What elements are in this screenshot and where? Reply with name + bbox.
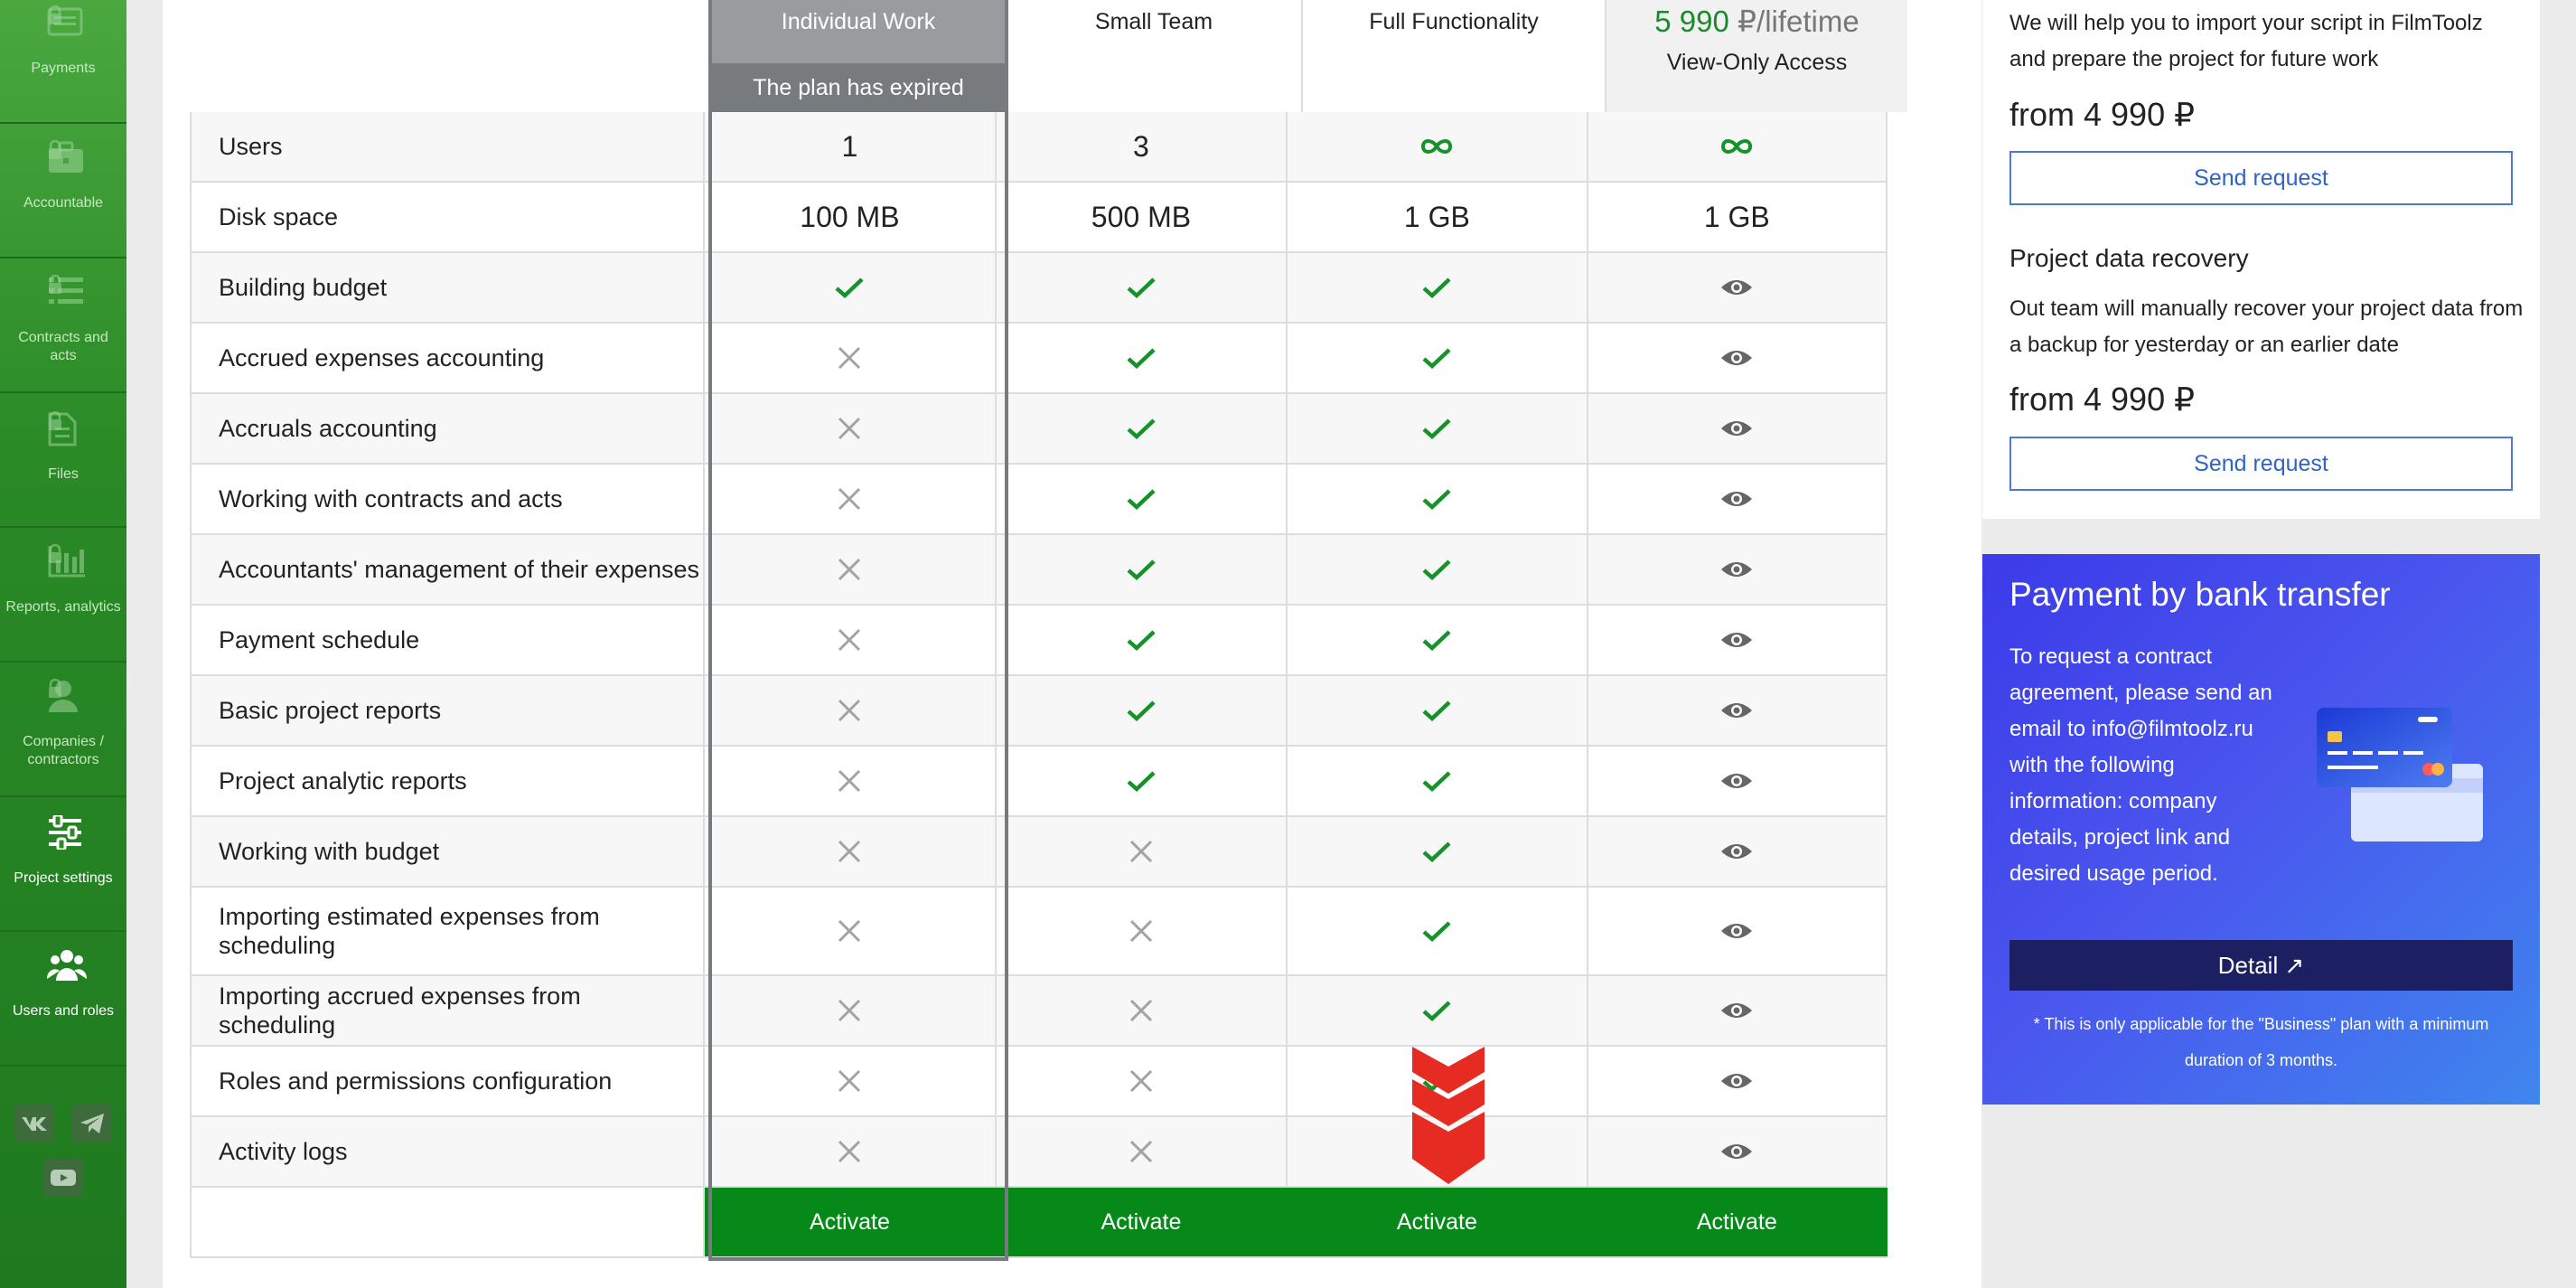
sidebar-item-users-roles[interactable]	[0, 934, 126, 1067]
table-cell	[997, 888, 1288, 974]
table-cell	[1288, 183, 1588, 251]
cross-icon	[1129, 998, 1154, 1023]
price-currency: ₽	[1738, 5, 1757, 38]
table-cell	[705, 465, 997, 533]
feature-label: Importing estimated expenses from scheduling	[190, 888, 705, 974]
lock-icon	[47, 5, 63, 25]
cross-icon	[837, 345, 862, 371]
check-icon	[1421, 699, 1452, 722]
table-row	[190, 817, 1888, 888]
infinity-icon	[1719, 137, 1754, 155]
check-icon	[1126, 699, 1157, 722]
table-cell	[1288, 976, 1588, 1045]
sidebar-item-files[interactable]	[0, 395, 126, 528]
eye-icon	[1719, 841, 1754, 862]
plan-name: Small Team	[1094, 9, 1213, 34]
cross-icon	[837, 839, 862, 864]
cross-icon	[837, 1139, 862, 1164]
sidebar-item-label: Project settings	[14, 870, 113, 886]
table-cell	[997, 112, 1288, 181]
table-cell	[1288, 465, 1588, 533]
table-cell	[1588, 1117, 1888, 1186]
users-icon	[47, 948, 87, 982]
table-cell	[1588, 112, 1888, 181]
bank-transfer-card	[1982, 554, 2540, 1105]
sidebar-item-label: Accountable	[23, 195, 104, 211]
table-cell	[1588, 606, 1888, 674]
table-row	[190, 394, 1888, 465]
table-cell	[997, 817, 1288, 886]
feature-label: Working with budget	[190, 817, 705, 886]
import-description: We will help you to import your script in FilmToolz and prepare the project for future work	[2009, 11, 2483, 71]
feature-label: Building budget	[190, 253, 705, 322]
table-row	[190, 888, 1888, 976]
table-cell	[1588, 888, 1888, 974]
check-icon	[1421, 276, 1452, 299]
import-price: from 4 990 ₽	[2009, 96, 2195, 133]
table-cell	[705, 606, 997, 674]
cross-icon	[837, 998, 862, 1023]
table-cell	[705, 112, 997, 181]
table-cell	[1288, 747, 1588, 815]
table-cell	[1288, 112, 1588, 181]
empty-cell	[190, 1188, 705, 1256]
check-icon	[1126, 346, 1157, 370]
cross-icon	[837, 557, 862, 582]
feature-label: Accruals accounting	[190, 394, 705, 463]
bank-description: To request a contract agreement, please send an email to info@filmtoolz.ru with the following information: company details, project link and desired usage period.	[2009, 644, 2272, 886]
price-value: 5 990	[1654, 5, 1729, 38]
table-cell	[1288, 324, 1588, 392]
check-icon	[1421, 840, 1452, 863]
table-cell	[705, 1117, 997, 1186]
eye-icon	[1719, 700, 1754, 721]
cell-value: 1 GB	[1703, 200, 1770, 233]
table-cell	[1588, 747, 1888, 815]
lock-icon	[47, 679, 63, 699]
eye-icon	[1719, 347, 1754, 369]
check-icon	[1126, 558, 1157, 581]
check-icon	[1126, 769, 1157, 793]
check-icon	[1126, 487, 1157, 511]
sidebar-item-label: Companies / contractors	[23, 734, 104, 767]
table-cell	[997, 253, 1288, 322]
plan-header-small-team	[1007, 0, 1301, 112]
sidebar-item-reports[interactable]	[0, 530, 126, 663]
eye-icon	[1719, 1000, 1754, 1021]
plan-price	[1606, 0, 1907, 39]
table-cell	[1588, 324, 1888, 392]
cross-icon	[837, 1068, 862, 1094]
services-card	[1982, 0, 2540, 519]
eye-icon	[1719, 488, 1754, 510]
table-cell	[997, 324, 1288, 392]
cross-icon	[837, 627, 862, 653]
table-cell	[1288, 535, 1588, 604]
plan-name: Individual Work	[781, 9, 936, 34]
table-cell	[1588, 535, 1888, 604]
table-cell	[705, 747, 997, 815]
activate-button[interactable]: Activate	[997, 1188, 1288, 1256]
feature-label: Accrued expenses accounting	[190, 324, 705, 392]
detail-button[interactable]: Detail ↗	[2009, 940, 2513, 991]
table-row	[190, 976, 1888, 1047]
feature-label: Roles and permissions configuration	[190, 1047, 705, 1115]
table-row	[190, 1117, 1888, 1188]
table-row	[190, 747, 1888, 817]
plan-header-individual	[710, 0, 1007, 112]
table-cell	[705, 817, 997, 886]
vk-icon[interactable]	[14, 1105, 54, 1142]
sidebar	[0, 0, 126, 1288]
send-request-button[interactable]: Send request	[2009, 437, 2513, 491]
check-icon	[834, 276, 865, 299]
table-cell	[705, 253, 997, 322]
table-cell	[997, 535, 1288, 604]
cell-value: 3	[1133, 129, 1149, 163]
plan-header-lifetime	[1605, 0, 1907, 112]
lock-icon	[47, 140, 63, 160]
eye-icon	[1719, 559, 1754, 580]
table-row	[190, 465, 1888, 535]
sidebar-item-contracts[interactable]	[0, 260, 126, 393]
sidebar-item-label: Contracts and acts	[18, 330, 108, 363]
sliders-icon	[47, 815, 83, 850]
check-icon	[1421, 487, 1452, 511]
table-cell	[997, 1047, 1288, 1115]
send-request-button[interactable]: Send request	[2009, 151, 2513, 205]
table-cell	[997, 606, 1288, 674]
eye-icon	[1719, 418, 1754, 439]
table-row	[190, 183, 1888, 253]
table-cell	[1588, 676, 1888, 745]
lock-icon	[47, 544, 63, 564]
activate-button[interactable]: Activate	[705, 1188, 997, 1256]
feature-label: Working with contracts and acts	[190, 465, 705, 533]
table-cell	[705, 324, 997, 392]
sidebar-item-project-settings[interactable]	[0, 799, 126, 932]
cross-icon	[1129, 839, 1154, 864]
cross-icon	[837, 486, 862, 512]
eye-icon	[1719, 1141, 1754, 1162]
table-cell	[1588, 465, 1888, 533]
feature-label: Users	[190, 112, 705, 181]
table-cell	[997, 465, 1288, 533]
credit-card-illustration	[2317, 699, 2497, 852]
check-icon	[1126, 628, 1157, 652]
table-cell	[705, 535, 997, 604]
feature-label: Accountants' management of their expenses	[190, 535, 705, 604]
check-icon	[1421, 628, 1452, 652]
activate-row	[190, 1188, 1888, 1258]
bank-title: Payment by bank transfer	[2009, 576, 2391, 613]
cell-value: 1 GB	[1403, 200, 1470, 233]
plan-name: Full Functionality	[1369, 9, 1539, 34]
feature-label: Project analytic reports	[190, 747, 705, 815]
sidebar-item-companies[interactable]	[0, 664, 126, 797]
table-cell	[1288, 676, 1588, 745]
cross-icon	[1129, 918, 1154, 944]
table-cell	[1588, 183, 1888, 251]
table-cell	[705, 888, 997, 974]
feature-label: Disk space	[190, 183, 705, 251]
sidebar-item-label: Files	[48, 466, 79, 482]
price-period: /lifetime	[1756, 5, 1859, 38]
sidebar-item-label: Users and roles	[12, 1003, 115, 1019]
cross-icon	[837, 698, 862, 723]
plan-subtitle: View-Only Access	[1666, 50, 1848, 75]
table-cell	[1588, 817, 1888, 886]
table-cell	[997, 183, 1288, 251]
check-icon	[1421, 919, 1452, 943]
table-cell	[705, 394, 997, 463]
red-arrow-annotation	[1412, 1047, 1485, 1184]
table-cell	[1288, 888, 1588, 974]
eye-icon	[1719, 629, 1754, 651]
check-icon	[1126, 417, 1157, 440]
lock-icon	[47, 275, 63, 295]
activate-button[interactable]: Activate	[1288, 1188, 1588, 1256]
feature-label: Payment schedule	[190, 606, 705, 674]
table-row	[190, 606, 1888, 676]
sidebar-item-label: Payments	[31, 61, 96, 76]
eye-icon	[1719, 1070, 1754, 1092]
feature-label: Activity logs	[190, 1117, 705, 1186]
cross-icon	[837, 768, 862, 794]
table-cell	[997, 676, 1288, 745]
table-cell	[997, 1117, 1288, 1186]
table-cell	[1588, 394, 1888, 463]
sidebar-item-payments[interactable]	[0, 0, 126, 124]
table-cell	[1288, 606, 1588, 674]
main-panel	[163, 0, 1981, 1288]
cross-icon	[1129, 1139, 1154, 1164]
table-cell	[1288, 817, 1588, 886]
cross-icon	[837, 918, 862, 944]
table-cell	[997, 394, 1288, 463]
table-cell	[705, 976, 997, 1045]
plan-header-full	[1301, 0, 1605, 112]
table-cell	[705, 183, 997, 251]
check-icon	[1421, 417, 1452, 440]
sidebar-item-label: Reports, analytics	[5, 599, 121, 615]
table-cell	[997, 976, 1288, 1045]
recovery-title: Project data recovery	[2009, 244, 2249, 272]
cross-icon	[1129, 1068, 1154, 1094]
cell-value: 100 MB	[800, 200, 900, 233]
table-row	[190, 253, 1888, 324]
eye-icon	[1719, 770, 1754, 792]
cell-value: 1	[841, 129, 858, 163]
check-icon	[1126, 276, 1157, 299]
activate-button[interactable]: Activate	[1588, 1188, 1888, 1256]
table-row	[190, 676, 1888, 747]
table-cell	[1588, 976, 1888, 1045]
table-row	[190, 324, 1888, 394]
infinity-icon	[1419, 137, 1454, 155]
table-cell	[705, 676, 997, 745]
feature-label: Basic project reports	[190, 676, 705, 745]
table-cell	[997, 747, 1288, 815]
plan-expired-badge: The plan has expired	[710, 63, 1007, 112]
eye-icon	[1719, 920, 1754, 942]
feature-label: Importing accrued expenses from scheduling	[190, 976, 705, 1045]
bank-note: * This is only applicable for the "Business" plan with a minimum duration of 3 months.	[2033, 1015, 2489, 1069]
sidebar-item-accountable[interactable]	[0, 126, 126, 259]
table-cell	[1288, 394, 1588, 463]
check-icon	[1421, 769, 1452, 793]
recovery-price: from 4 990 ₽	[2009, 381, 2195, 418]
table-row	[190, 1047, 1888, 1117]
table-cell	[705, 1047, 997, 1115]
table-cell	[1588, 1047, 1888, 1115]
table-row	[190, 535, 1888, 606]
check-icon	[1421, 999, 1452, 1022]
check-icon	[1421, 346, 1452, 370]
telegram-icon[interactable]	[72, 1105, 112, 1142]
cross-icon	[837, 416, 862, 441]
recovery-description: Out team will manually recover your project data from a backup for yesterday or an earlier date	[2009, 296, 2524, 357]
table-cell	[1588, 253, 1888, 322]
check-icon	[1421, 558, 1452, 581]
table-row	[190, 112, 1888, 183]
table-cell	[1288, 253, 1588, 322]
cell-value: 500 MB	[1091, 200, 1192, 233]
eye-icon	[1719, 277, 1754, 298]
lock-icon	[47, 411, 63, 431]
youtube-icon[interactable]	[43, 1159, 83, 1197]
